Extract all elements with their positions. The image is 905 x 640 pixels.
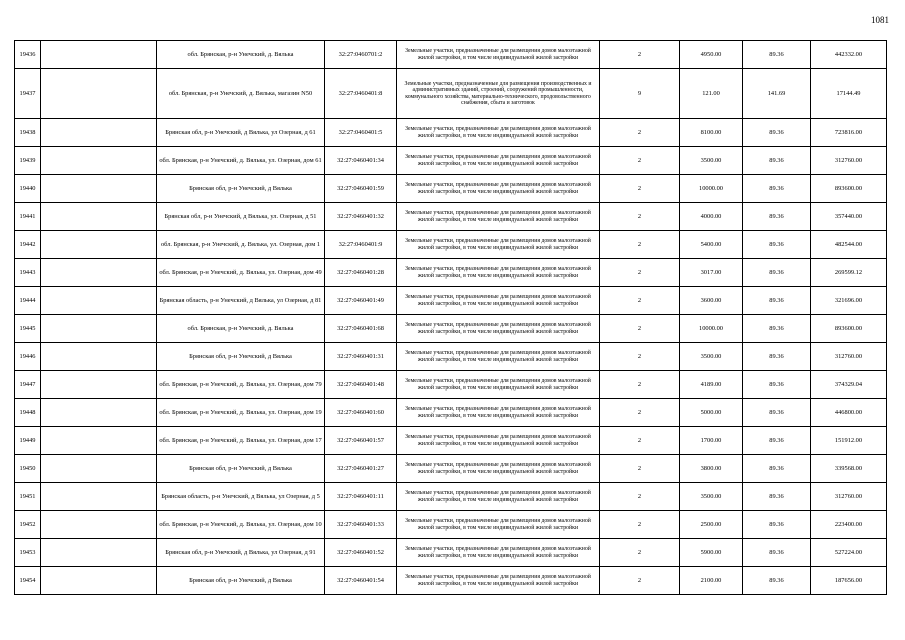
address-cell: обл. Брянская, р-н Унечский, д. Вялька [157, 315, 325, 343]
row-id: 19449 [15, 427, 41, 455]
area-cell: 2100.00 [680, 567, 743, 595]
address-cell: Брянская область, р-н Унечский, д Вялька, ул Озерная, д 81 [157, 287, 325, 315]
row-id: 19446 [15, 343, 41, 371]
row-id: 19436 [15, 41, 41, 69]
table-row [15, 175, 887, 203]
group-cell: 2 [600, 119, 680, 147]
address-cell: обл. Брянская, р-н Унечский, д. Вялька, ул. Озерная, дом 17 [157, 427, 325, 455]
area-cell: 1700.00 [680, 427, 743, 455]
row-id: 19448 [15, 399, 41, 427]
address-cell: Брянская обл, р-н Унечский, д Вялька, ул. Озерная, д 51 [157, 203, 325, 231]
address-cell: обл. Брянская, р-н Унечский, д. Вялька, ул. Озерная, дом 1 [157, 231, 325, 259]
cadastral-number-cell: 32:27:0460401:9 [325, 231, 397, 259]
cadastral-number-cell: 32:27:0460401:48 [325, 371, 397, 399]
group-cell: 2 [600, 371, 680, 399]
blank-cell [41, 203, 157, 231]
land-use-cell: Земельные участки, предназначенные для размещения домов малоэтажной жилой застройки, в том числе индивидуальной жилой застройки [397, 455, 600, 483]
rate-cell: 89.36 [743, 427, 811, 455]
area-cell: 4000.00 [680, 203, 743, 231]
row-id: 19451 [15, 483, 41, 511]
blank-cell [41, 567, 157, 595]
blank-cell [41, 175, 157, 203]
cadastral-value-cell: 442332.00 [811, 41, 887, 69]
cadastral-number-cell: 32:27:0460401:54 [325, 567, 397, 595]
table-row [15, 483, 887, 511]
group-cell: 2 [600, 147, 680, 175]
table-row [15, 539, 887, 567]
table-row [15, 41, 887, 69]
address-cell: Брянская обл, р-н Унечский, д Вялька [157, 175, 325, 203]
cadastral-number-cell: 32:27:0460401:52 [325, 539, 397, 567]
group-cell: 2 [600, 567, 680, 595]
cadastral-value-cell: 893600.00 [811, 175, 887, 203]
table-row [15, 119, 887, 147]
cadastral-value-cell: 269599.12 [811, 259, 887, 287]
rate-cell: 89.36 [743, 371, 811, 399]
cadastral-number-cell: 32:27:0460401:11 [325, 483, 397, 511]
row-id: 19443 [15, 259, 41, 287]
land-use-cell: Земельные участки, предназначенные для размещения домов малоэтажной жилой застройки, в том числе индивидуальной жилой застройки [397, 427, 600, 455]
rate-cell: 89.36 [743, 539, 811, 567]
cadastral-number-cell: 32:27:0460401:32 [325, 203, 397, 231]
group-cell: 2 [600, 259, 680, 287]
group-cell: 2 [600, 399, 680, 427]
land-use-cell: Земельные участки, предназначенные для размещения домов малоэтажной жилой застройки, в том числе индивидуальной жилой застройки [397, 147, 600, 175]
table-row [15, 455, 887, 483]
area-cell: 8100.00 [680, 119, 743, 147]
table-row [15, 147, 887, 175]
rate-cell: 89.36 [743, 41, 811, 69]
group-cell: 2 [600, 203, 680, 231]
table-row [15, 567, 887, 595]
address-cell: Брянская обл, р-н Унечский, д Вялька, ул Озерная, д 61 [157, 119, 325, 147]
group-cell: 2 [600, 343, 680, 371]
land-use-cell: Земельные участки, предназначенные для размещения домов малоэтажной жилой застройки, в том числе индивидуальной жилой застройки [397, 483, 600, 511]
group-cell: 2 [600, 455, 680, 483]
cadastral-number-cell: 32:27:0460401:28 [325, 259, 397, 287]
blank-cell [41, 511, 157, 539]
group-cell: 2 [600, 41, 680, 69]
cadastral-value-cell: 17144.49 [811, 69, 887, 119]
land-use-cell: Земельные участки, предназначенные для размещения домов малоэтажной жилой застройки, в том числе индивидуальной жилой застройки [397, 567, 600, 595]
land-use-cell: Земельные участки, предназначенные для размещения домов малоэтажной жилой застройки, в том числе индивидуальной жилой застройки [397, 343, 600, 371]
land-use-cell: Земельные участки, предназначенные для размещения домов малоэтажной жилой застройки, в том числе индивидуальной жилой застройки [397, 315, 600, 343]
land-use-cell: Земельные участки, предназначенные для размещения производственных и административных зданий, строений, сооружений промышленности, коммунального хозяйства, материально-технического, продовольственного снабжения, сбыта и заготовок [397, 69, 600, 119]
area-cell: 5400.00 [680, 231, 743, 259]
address-cell: Брянская обл, р-н Унечский, д Вялька [157, 567, 325, 595]
row-id: 19440 [15, 175, 41, 203]
cadastral-value-cell: 446800.00 [811, 399, 887, 427]
row-id: 19447 [15, 371, 41, 399]
land-use-cell: Земельные участки, предназначенные для размещения домов малоэтажной жилой застройки, в том числе индивидуальной жилой застройки [397, 539, 600, 567]
row-id: 19452 [15, 511, 41, 539]
row-id: 19453 [15, 539, 41, 567]
table-row [15, 259, 887, 287]
rate-cell: 89.36 [743, 483, 811, 511]
area-cell: 10000.00 [680, 175, 743, 203]
address-cell: Брянская обл, р-н Унечский, д Вялька, ул Озерная, д 91 [157, 539, 325, 567]
area-cell: 5000.00 [680, 399, 743, 427]
cadastral-table [14, 40, 887, 595]
cadastral-value-cell: 321696.00 [811, 287, 887, 315]
area-cell: 10000.00 [680, 315, 743, 343]
area-cell: 5900.00 [680, 539, 743, 567]
land-use-cell: Земельные участки, предназначенные для размещения домов малоэтажной жилой застройки, в том числе индивидуальной жилой застройки [397, 203, 600, 231]
rate-cell: 89.36 [743, 455, 811, 483]
land-use-cell: Земельные участки, предназначенные для размещения домов малоэтажной жилой застройки, в том числе индивидуальной жилой застройки [397, 287, 600, 315]
blank-cell [41, 69, 157, 119]
land-use-cell: Земельные участки, предназначенные для размещения домов малоэтажной жилой застройки, в том числе индивидуальной жилой застройки [397, 231, 600, 259]
address-cell: обл. Брянская, р-н Унечский, д. Вялька, ул. Озерная, дом 19 [157, 399, 325, 427]
table-row [15, 343, 887, 371]
area-cell: 121.00 [680, 69, 743, 119]
land-use-cell: Земельные участки, предназначенные для размещения домов малоэтажной жилой застройки, в том числе индивидуальной жилой застройки [397, 41, 600, 69]
blank-cell [41, 259, 157, 287]
area-cell: 4950.00 [680, 41, 743, 69]
table-row [15, 69, 887, 119]
area-cell: 3017.00 [680, 259, 743, 287]
blank-cell [41, 147, 157, 175]
cadastral-value-cell: 223400.00 [811, 511, 887, 539]
area-cell: 3500.00 [680, 483, 743, 511]
page-number: 1081 [871, 15, 889, 25]
land-use-cell: Земельные участки, предназначенные для размещения домов малоэтажной жилой застройки, в том числе индивидуальной жилой застройки [397, 175, 600, 203]
blank-cell [41, 315, 157, 343]
address-cell: обл. Брянская, р-н Унечский, д. Вялька, магазин N50 [157, 69, 325, 119]
row-id: 19438 [15, 119, 41, 147]
rate-cell: 89.36 [743, 315, 811, 343]
rate-cell: 89.36 [743, 119, 811, 147]
rate-cell: 89.36 [743, 175, 811, 203]
table-row [15, 203, 887, 231]
row-id: 19437 [15, 69, 41, 119]
cadastral-number-cell: 32:27:0460401:57 [325, 427, 397, 455]
land-use-cell: Земельные участки, предназначенные для размещения домов малоэтажной жилой застройки, в том числе индивидуальной жилой застройки [397, 511, 600, 539]
table-row [15, 231, 887, 259]
cadastral-value-cell: 339568.00 [811, 455, 887, 483]
blank-cell [41, 343, 157, 371]
group-cell: 2 [600, 287, 680, 315]
cadastral-value-cell: 482544.00 [811, 231, 887, 259]
row-id: 19439 [15, 147, 41, 175]
cadastral-number-cell: 32:27:0460401:60 [325, 399, 397, 427]
blank-cell [41, 119, 157, 147]
area-cell: 3800.00 [680, 455, 743, 483]
table-row [15, 511, 887, 539]
area-cell: 4189.00 [680, 371, 743, 399]
cadastral-number-cell: 32:27:0460401:34 [325, 147, 397, 175]
rate-cell: 141.69 [743, 69, 811, 119]
group-cell: 2 [600, 427, 680, 455]
group-cell: 2 [600, 483, 680, 511]
row-id: 19442 [15, 231, 41, 259]
blank-cell [41, 371, 157, 399]
group-cell: 9 [600, 69, 680, 119]
address-cell: обл. Брянская, р-н Унечский, д. Вялька [157, 41, 325, 69]
area-cell: 3500.00 [680, 343, 743, 371]
table-row [15, 371, 887, 399]
blank-cell [41, 41, 157, 69]
group-cell: 2 [600, 315, 680, 343]
cadastral-number-cell: 32:27:0460401:59 [325, 175, 397, 203]
cadastral-value-cell: 151912.00 [811, 427, 887, 455]
rate-cell: 89.36 [743, 259, 811, 287]
group-cell: 2 [600, 539, 680, 567]
row-id: 19444 [15, 287, 41, 315]
cadastral-value-cell: 723816.00 [811, 119, 887, 147]
blank-cell [41, 539, 157, 567]
table-row [15, 427, 887, 455]
rate-cell: 89.36 [743, 287, 811, 315]
group-cell: 2 [600, 231, 680, 259]
cadastral-value-cell: 312760.00 [811, 483, 887, 511]
row-id: 19450 [15, 455, 41, 483]
cadastral-number-cell: 32:27:0460401:27 [325, 455, 397, 483]
blank-cell [41, 455, 157, 483]
rate-cell: 89.36 [743, 203, 811, 231]
cadastral-value-cell: 374329.04 [811, 371, 887, 399]
row-id: 19441 [15, 203, 41, 231]
address-cell: Брянская обл, р-н Унечский, д Вялька [157, 455, 325, 483]
rate-cell: 89.36 [743, 231, 811, 259]
group-cell: 2 [600, 511, 680, 539]
cadastral-number-cell: 32:27:0460401:33 [325, 511, 397, 539]
cadastral-value-cell: 527224.00 [811, 539, 887, 567]
cadastral-value-cell: 312760.00 [811, 343, 887, 371]
blank-cell [41, 231, 157, 259]
address-cell: Брянская область, р-н Унечский, д Вялька, ул Озерная, д 5 [157, 483, 325, 511]
row-id: 19454 [15, 567, 41, 595]
address-cell: обл. Брянская, р-н Унечский, д. Вялька, ул. Озерная, дом 10 [157, 511, 325, 539]
cadastral-number-cell: 32:27:0460401:31 [325, 343, 397, 371]
cadastral-number-cell: 32:27:0460401:49 [325, 287, 397, 315]
table-row [15, 287, 887, 315]
table-row [15, 315, 887, 343]
address-cell: обл. Брянская, р-н Унечский, д. Вялька, ул. Озерная, дом 61 [157, 147, 325, 175]
area-cell: 3500.00 [680, 147, 743, 175]
address-cell: обл. Брянская, р-н Унечский, д. Вялька, ул. Озерная, дом 79 [157, 371, 325, 399]
cadastral-value-cell: 312760.00 [811, 147, 887, 175]
cadastral-number-cell: 32:27:0460401:68 [325, 315, 397, 343]
rate-cell: 89.36 [743, 343, 811, 371]
land-use-cell: Земельные участки, предназначенные для размещения домов малоэтажной жилой застройки, в том числе индивидуальной жилой застройки [397, 371, 600, 399]
group-cell: 2 [600, 175, 680, 203]
cadastral-value-cell: 893600.00 [811, 315, 887, 343]
blank-cell [41, 287, 157, 315]
area-cell: 2500.00 [680, 511, 743, 539]
cadastral-number-cell: 32:27:0460401:8 [325, 69, 397, 119]
cadastral-value-cell: 187656.00 [811, 567, 887, 595]
rate-cell: 89.36 [743, 511, 811, 539]
address-cell: обл. Брянская, р-н Унечский, д. Вялька, ул. Озерная, дом 49 [157, 259, 325, 287]
area-cell: 3600.00 [680, 287, 743, 315]
cadastral-number-cell: 32:27:0460701:2 [325, 41, 397, 69]
blank-cell [41, 483, 157, 511]
row-id: 19445 [15, 315, 41, 343]
blank-cell [41, 427, 157, 455]
address-cell: Брянская обл, р-н Унечский, д Вялька [157, 343, 325, 371]
blank-cell [41, 399, 157, 427]
land-use-cell: Земельные участки, предназначенные для размещения домов малоэтажной жилой застройки, в том числе индивидуальной жилой застройки [397, 119, 600, 147]
cadastral-value-cell: 357440.00 [811, 203, 887, 231]
rate-cell: 89.36 [743, 567, 811, 595]
rate-cell: 89.36 [743, 147, 811, 175]
land-use-cell: Земельные участки, предназначенные для размещения домов малоэтажной жилой застройки, в том числе индивидуальной жилой застройки [397, 399, 600, 427]
rate-cell: 89.36 [743, 399, 811, 427]
cadastral-number-cell: 32:27:0460401:5 [325, 119, 397, 147]
land-use-cell: Земельные участки, предназначенные для размещения домов малоэтажной жилой застройки, в том числе индивидуальной жилой застройки [397, 259, 600, 287]
table-row [15, 399, 887, 427]
